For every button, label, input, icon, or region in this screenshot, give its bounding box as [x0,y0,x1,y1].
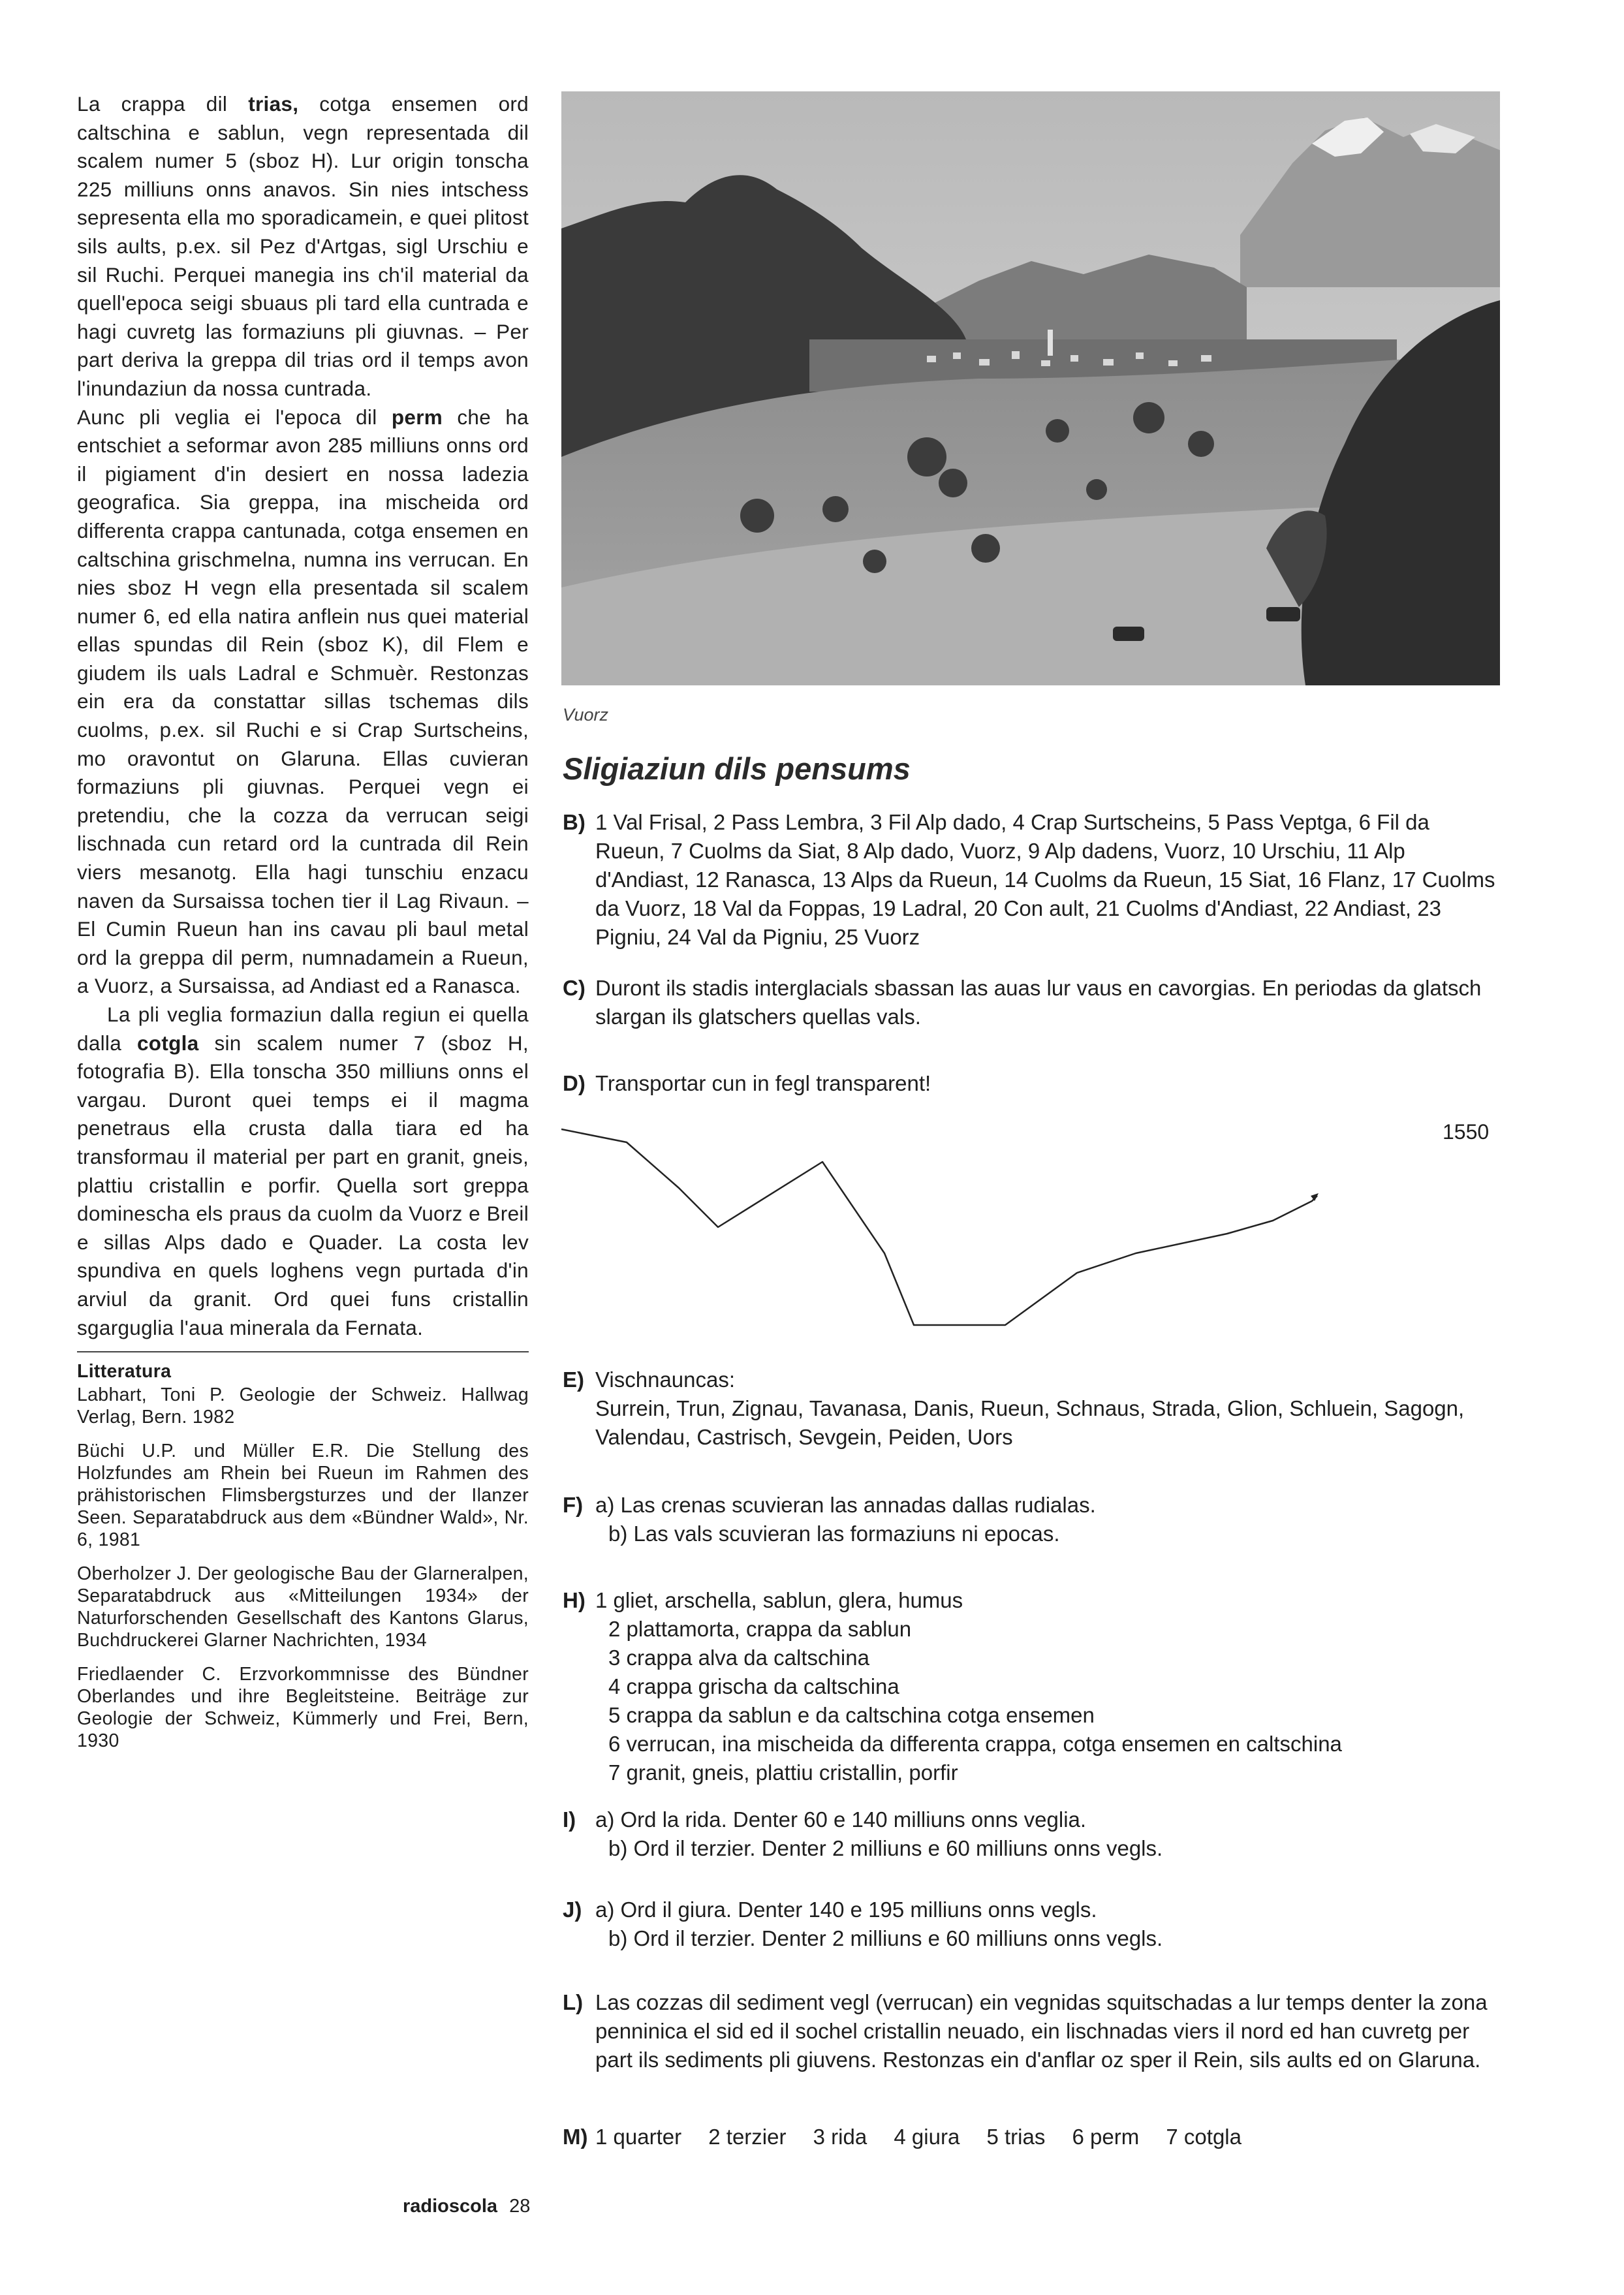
answer-line: 5 crappa da sablun e da caltschina cotga ensemen [608,1703,1095,1727]
answer-line: 1 gliet, arschella, sablun, glera, humus [595,1588,963,1612]
answer-line: b) Ord il terzier. Denter 2 milliuns e 60 milliuns onns vegls. [608,1836,1163,1860]
landscape-photo [561,91,1500,685]
answer-i [563,1805,1503,1863]
answer-text: Las cozzas dil sediment vegl (verrucan) ein vegnidas squitschadas a lur temps denter la zona penninica el sid ed il sochel cristallin neuado, ein lischnadas viers il nord ed han cuvretg per part ils sediments pli giuvens. Restonzas ein d'anflar oz sper il Rein, sils aults ed on Glaruna. [595,1990,1488,2072]
answer-key: H) [563,1588,586,1612]
section-heading: Sligiaziun dils pensums [563,751,911,786]
term-perm: perm [391,405,443,429]
answer-line: b) Las vals scuvieran las formaziuns ni epocas. [608,1522,1060,1546]
answer-key: E) [563,1367,584,1392]
answer-title: Vischnauncas: [595,1367,736,1392]
arrow-head-icon [1311,1193,1319,1201]
epoch-item: 1 quarter [595,2125,682,2149]
answer-key: B) [563,810,586,834]
term-trias: trias, [248,92,299,116]
divider [77,1351,529,1352]
literature-entry: Labhart, Toni P. Geologie der Schweiz. Hallwag Verlag, Bern. 1982 [77,1384,529,1428]
answer-text: Surrein, Trun, Zignau, Tavanasa, Danis, Rueun, Schnaus, Strada, Glion, Schluein, Sagogn, Valendau, Castrisch, Sevgein, Peiden, Uors [595,1396,1465,1449]
publication-name: radioscola [403,2196,498,2217]
literature-entry: Friedlaender C. Erzvorkommnisse des Bündner Oberlandes und ihre Begleitsteine. Beiträge zur Geologie der Schweiz, Kümmerly und Frei, Bern, 1930 [77,1664,529,1752]
answer-line: a) Las crenas scuvieran las annadas dallas rudialas. [595,1493,1096,1517]
left-column [77,90,529,1764]
answer-e [563,1366,1503,1452]
answer-text: 1 Val Frisal, 2 Pass Lembra, 3 Fil Alp dado, 4 Crap Surtscheins, 5 Pass Veptga, 6 Fil da Rueun, 7 Cuolms da Siat, 8 Alp dado, Vuorz, 9 Alp dadens, Vuorz, 10 Urschiu, 11 Alp d'Andiast, 12 Ranasca, 13 Alps da Rueun, 14 Cuolms da Rueun, 15 Siat, 16 Flanz, 17 Cuolms da Vuorz, 18 Val da Foppas, 19 Ladral, 20 Con ault, 21 Cuolms d'Andiast, 22 Andiast, 23 Pigniu, 24 Val da Pigniu, 25 Vuorz [595,810,1495,949]
answer-line: a) Ord il giura. Denter 140 e 195 milliuns onns vegls. [595,1897,1097,1922]
literature-section [77,1360,529,1752]
paragraph-perm: Aunc pli veglia ei l'epoca dil perm che ha entschiet a seformar avon 285 milliuns onns ord il pigiament d'in desiert en nossa ladezia geografica. Sia greppa, ina mischeida ord differenta crappa cantunada, cotga ensemen en caltschina grischmelna, numna ins verrucan. En nies sboz H vegn ella presentada sil scalem numer 6, ed ella natira anflein nus quei material ellas spundas dil Rein (sboz K), dil Flem e giudem ils uals Ladral e Schmuèr. Restonzas ein era da constattar sillas tschemas dils cuolms, p.ex. sil Ruchi e si Crap Surtscheins, mo oravontut on Glaruna. Ellas cuvieran formaziuns pli giuvnas. Perquei vegn ei pretendiu, che la cozza da verrucan seigi lischnada cun retard ord la cuntrada dil Rein viers mesanotg. Ella hagi tunschiu enzacu naven da Sursaissa tochen tier il Lag Rivaun. – El Cumin Rueun han ins cavau pli baul metal ord la greppa dil perm, numnadamein a Rueun, a Vuorz, a Sursaissa, ad Andiast ed a Ranasca. [77,405,529,998]
paragraph-cotgla: La pli veglia formaziun dalla regiun ei quella dalla cotgla sin scalem numer 7 (sboz H, fotografia B). Ella tonscha 350 milliuns onns el vargau. Duront quei temps ei il magma penetraus ella crusta dalla tiara ed ha transformau il material per part en granit, gneis, plattiu cristallin e porfir. Quella sort greppa dominescha els praus da cuolm da Vuorz e Breil e sillas Alps dado e Quader. La costa lev spundiva en quels loghens vegn purtada d'in arviul da granit. Ord quei funs cristallin sgarguglia l'aua minerala da Fernata. [77,1003,529,1339]
epoch-item: 2 terzier [708,2125,787,2149]
answer-line: b) Ord il terzier. Denter 2 milliuns e 60 milliuns onns vegls. [608,1926,1163,1950]
answer-text: Duront ils stadis interglacials sbassan las auas lur vaus en cavorgias. En periodas da glatsch slargan ils glatschers quellas vals. [595,976,1482,1029]
answer-l [563,1988,1503,2074]
answer-line: 6 verrucan, ina mischeida da differenta crappa, cotga ensemen en caltschina [608,1732,1342,1756]
answer-c [563,974,1503,1031]
page-footer [403,2196,530,2217]
answer-line: 2 plattamorta, crappa da sablun [608,1617,912,1641]
answer-m-list [595,2123,1503,2151]
literature-entry: Büchi U.P. und Müller E.R. Die Stellung des Holzfundes am Rhein bei Rueun im Rahmen des prähistorischen Flimsbergsturzes und der Ilanzer Seen. Separatabdruck aus dem «Bündner Wald», Nr. 6, 1981 [77,1441,529,1551]
answer-h [563,1586,1503,1787]
epoch-item: 3 rida [813,2125,867,2149]
answer-line: a) Ord la rida. Denter 60 e 140 milliuns onns veglia. [595,1807,1087,1832]
epoch-item: 6 perm [1072,2125,1140,2149]
answer-text: Transportar cun in fegl transparent! [595,1071,931,1095]
paragraph-trias: La crappa dil trias, cotga ensemen ord caltschina e sablun, vegn representada dil scalem numer 5 (sboz H). Lur origin tonscha 225 milliuns onns anavos. Sin nies intschess sepresenta ella mo sporadicamein, e quei plitost sils aults, p.ex. sil Pez d'Artgas, sigl Urschiu e sil Ruchi. Perquei manegia ins ch'il material da quell'epoca seigi sbuaus pli tard ella cuntrada e hagi cuvretg las formaziuns pli giuvnas. – Per part deriva la greppa dil trias ord il temps avon l'inundaziun da nossa cuntrada. [77,92,529,400]
answer-key: M) [563,2125,588,2149]
epoch-item: 5 trias [986,2125,1046,2149]
answer-line: 3 crappa alva da caltschina [608,1646,869,1670]
term-cotgla: cotgla [136,1031,199,1055]
answer-key: I) [563,1807,576,1832]
answer-key: F) [563,1493,584,1517]
literature-entry: Oberholzer J. Der geologische Bau der Glarneralpen, Separatabdruck aus «Mitteilungen 1934» der Naturforschenden Gesellschaft des Kantons Glarus, Buchdruckerei Glarner Nachrichten, 1934 [77,1563,529,1651]
page-number: 28 [509,2196,531,2217]
profile-elevation-label: 1550 [1443,1120,1490,1144]
photo-caption: Vuorz [563,705,609,725]
answer-key: C) [563,976,586,1000]
answer-key: D) [563,1071,586,1095]
landscape-photo-drawing [561,91,1500,685]
epoch-item: 7 cotgla [1166,2125,1241,2149]
answer-d [563,1069,1503,1098]
terrain-profile [561,1110,1508,1345]
answer-line: 4 crappa grischa da caltschina [608,1674,899,1698]
literature-title: Litteratura [77,1361,172,1382]
answer-m [563,2123,1503,2151]
answer-f [563,1491,1503,1548]
answer-key: J) [563,1897,582,1922]
epoch-item: 4 giura [894,2125,960,2149]
answer-b [563,808,1503,952]
profile-line [561,1129,1317,1325]
answer-key: L) [563,1990,584,2014]
answer-line: 7 granit, gneis, plattiu cristallin, porfir [608,1760,958,1785]
answer-j [563,1896,1503,1953]
